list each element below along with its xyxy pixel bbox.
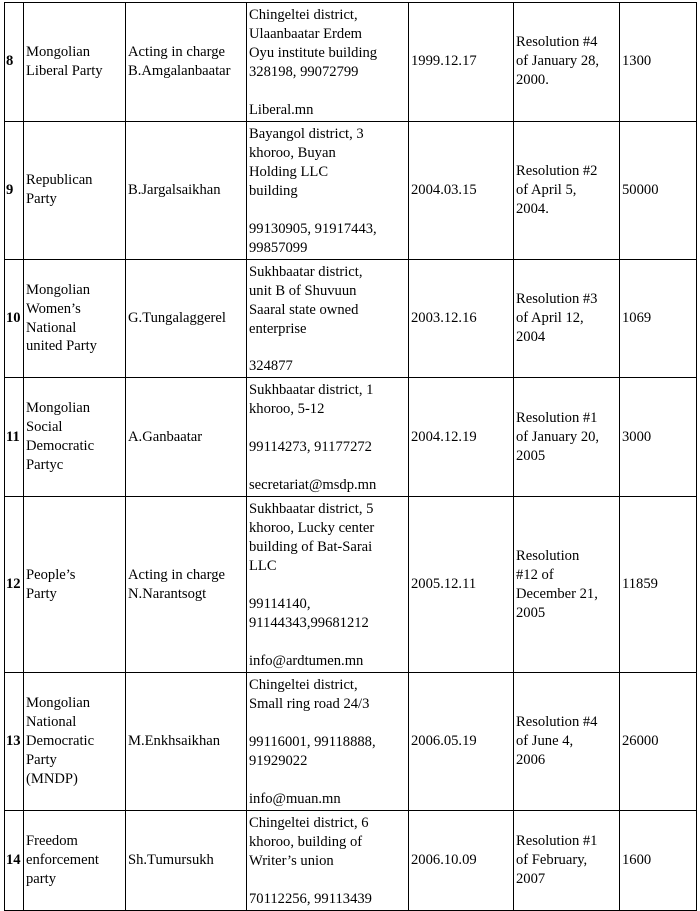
table-row — [5, 810, 697, 910]
party-address: Sukhbaatar district, 1 khoroo, 5-12 99114273, 91177272 secretariat@msdp.mn — [247, 378, 409, 497]
party-leader: B.Jargalsaikhan — [126, 121, 247, 259]
registration-date: 2004.03.15 — [409, 121, 514, 259]
registration-date: 2006.05.19 — [409, 672, 514, 810]
party-address: Sukhbaatar district, unit B of Shuvuun Saaral state owned enterprise 324877 — [247, 259, 409, 378]
party-address: Bayangol district, 3 khoroo, Buyan Holding LLC building 99130905, 91917443, 99857099 — [247, 121, 409, 259]
table-row — [5, 3, 697, 122]
table-row — [5, 259, 697, 378]
party-leader: Acting in charge N.Narantsogt — [126, 497, 247, 673]
party-name: Freedom enforcement party — [24, 810, 126, 910]
registration-date: 2004.12.19 — [409, 378, 514, 497]
party-leader: M.Enkhsaikhan — [126, 672, 247, 810]
row-number: 14 — [5, 810, 24, 910]
party-leader: Sh.Tumursukh — [126, 810, 247, 910]
party-address: Chingeltei district, Ulaanbaatar Erdem Oyu institute building 328198, 99072799 Liberal.mn — [247, 3, 409, 122]
party-address: Chingeltei district, Small ring road 24/3 99116001, 99118888, 91929022 info@muan.mn — [247, 672, 409, 810]
table-row — [5, 497, 697, 673]
resolution: Resolution #4 of June 4, 2006 — [514, 672, 620, 810]
member-count: 1069 — [620, 259, 697, 378]
row-number: 12 — [5, 497, 24, 673]
row-number: 11 — [5, 378, 24, 497]
row-number: 10 — [5, 259, 24, 378]
member-count: 1600 — [620, 810, 697, 910]
table-row — [5, 378, 697, 497]
row-number: 8 — [5, 3, 24, 122]
registration-date: 2006.10.09 — [409, 810, 514, 910]
member-count: 26000 — [620, 672, 697, 810]
party-name: People’s Party — [24, 497, 126, 673]
party-address: Chingeltei district, 6 khoroo, building of Writer’s union 70112256, 99113439 — [247, 810, 409, 910]
table-body — [5, 3, 697, 911]
party-name: Mongolian Women’s National united Party — [24, 259, 126, 378]
party-name: Republican Party — [24, 121, 126, 259]
party-leader: G.Tungalaggerel — [126, 259, 247, 378]
party-leader: A.Ganbaatar — [126, 378, 247, 497]
resolution: Resolution #3 of April 12, 2004 — [514, 259, 620, 378]
registration-date: 2003.12.16 — [409, 259, 514, 378]
table-row — [5, 121, 697, 259]
registration-date: 2005.12.11 — [409, 497, 514, 673]
member-count: 50000 — [620, 121, 697, 259]
party-leader: Acting in charge B.Amgalanbaatar — [126, 3, 247, 122]
member-count: 1300 — [620, 3, 697, 122]
party-registry-table — [4, 2, 697, 911]
table-row — [5, 672, 697, 810]
resolution: Resolution #1 of January 20, 2005 — [514, 378, 620, 497]
party-name: Mongolian National Democratic Party (MNDP) — [24, 672, 126, 810]
party-name: Mongolian Social Democratic Partyc — [24, 378, 126, 497]
party-name: Mongolian Liberal Party — [24, 3, 126, 122]
member-count: 11859 — [620, 497, 697, 673]
row-number: 9 — [5, 121, 24, 259]
member-count: 3000 — [620, 378, 697, 497]
registration-date: 1999.12.17 — [409, 3, 514, 122]
party-address: Sukhbaatar district, 5 khoroo, Lucky center building of Bat-Sarai LLC 99114140, 91144343,99681212 info@ardtumen.mn — [247, 497, 409, 673]
row-number: 13 — [5, 672, 24, 810]
resolution: Resolution #2 of April 5, 2004. — [514, 121, 620, 259]
resolution: Resolution #12 of December 21, 2005 — [514, 497, 620, 673]
resolution: Resolution #4 of January 28, 2000. — [514, 3, 620, 122]
resolution: Resolution #1 of February, 2007 — [514, 810, 620, 910]
